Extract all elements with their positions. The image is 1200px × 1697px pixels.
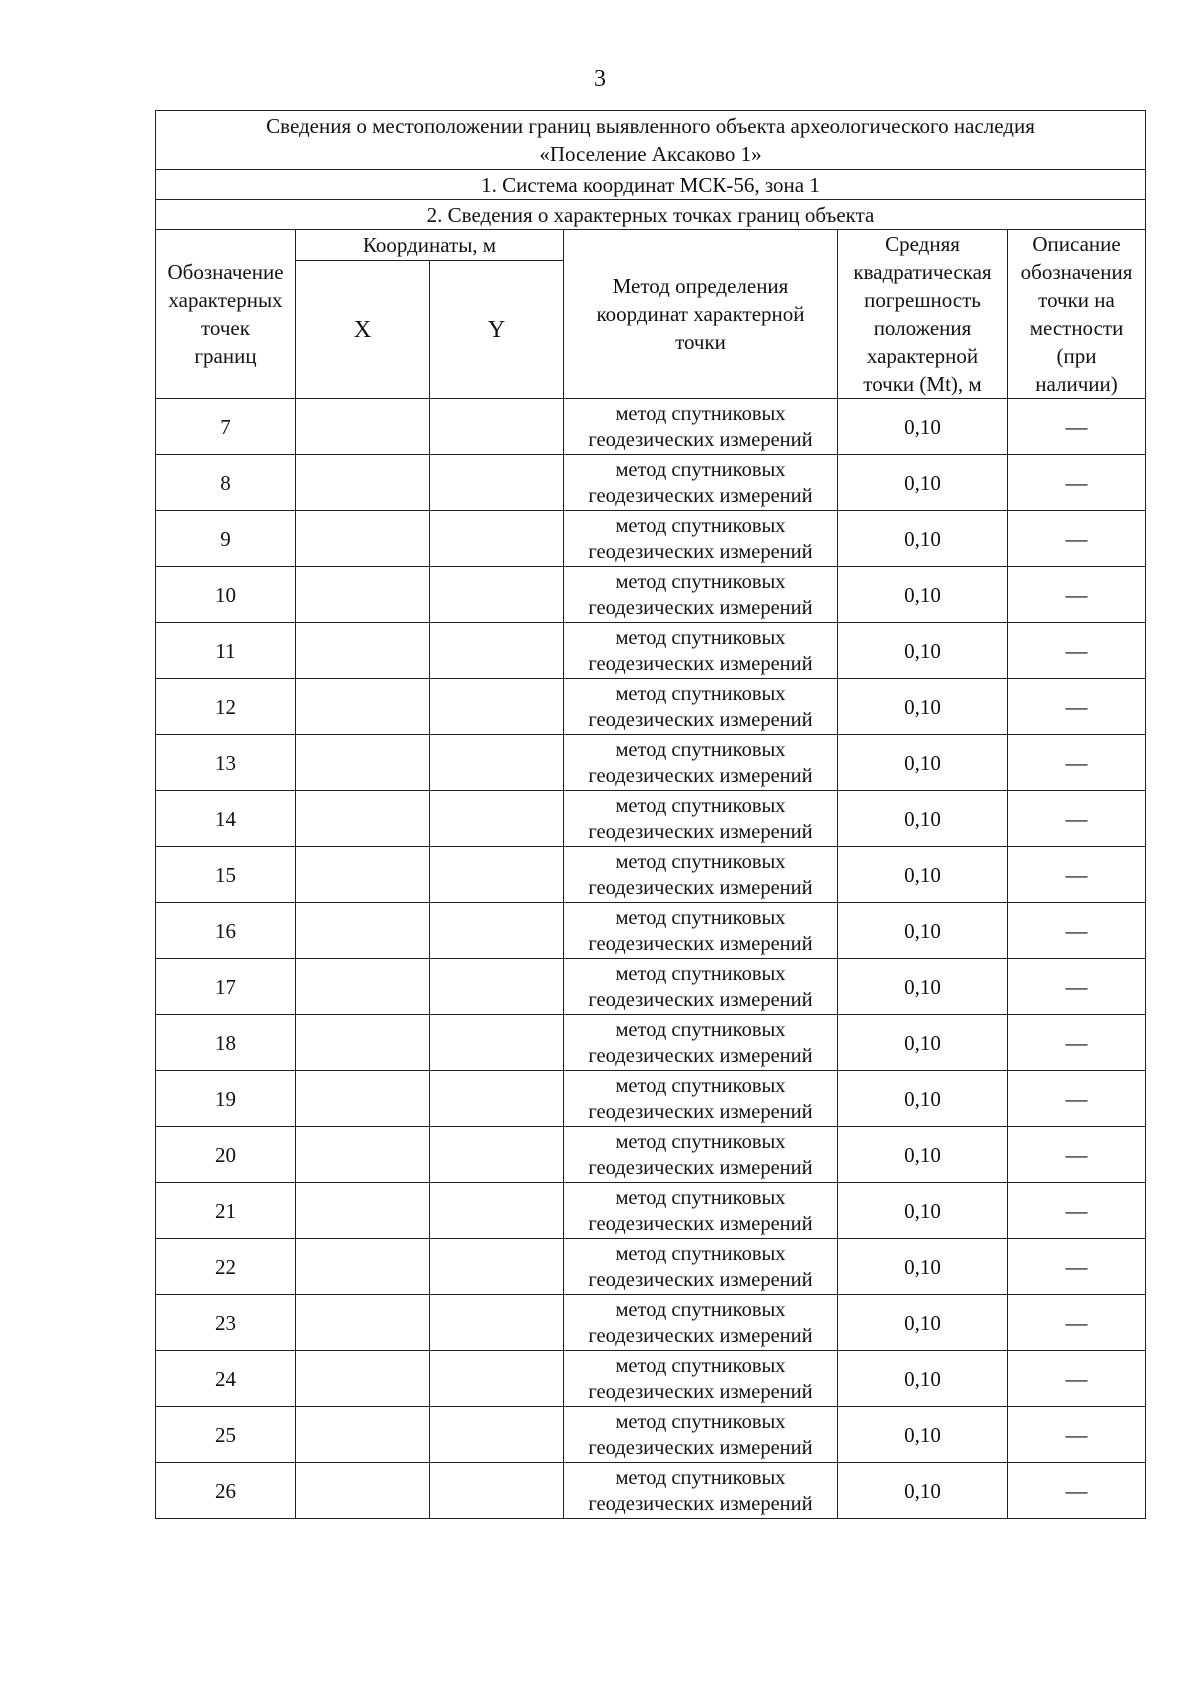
x-coordinate-cell — [296, 455, 430, 511]
y-coordinate-cell — [430, 735, 564, 791]
x-coordinate-cell — [296, 735, 430, 791]
method-cell — [564, 735, 838, 791]
y-coordinate-cell — [430, 1183, 564, 1239]
method-line: геодезических измерений — [588, 1044, 813, 1067]
x-coordinate-cell — [296, 791, 430, 847]
point-number-cell: 12 — [156, 679, 296, 735]
error-cell: 0,10 — [838, 735, 1008, 791]
title-row — [156, 111, 1146, 170]
header-coordinates: Координаты, м — [296, 230, 564, 261]
method-line: геодезических измерений — [588, 1436, 813, 1459]
point-number-cell: 10 — [156, 567, 296, 623]
method-line: геодезических измерений — [588, 652, 813, 675]
point-number-cell: 11 — [156, 623, 296, 679]
header-text: местности — [1029, 316, 1124, 340]
y-coordinate-cell — [430, 1127, 564, 1183]
header-text: координат характерной — [596, 302, 805, 326]
table-row — [156, 1239, 1146, 1295]
method-line: метод спутниковых — [615, 626, 786, 649]
header-y: Y — [430, 261, 564, 399]
description-cell: — — [1008, 959, 1146, 1015]
description-cell: — — [1008, 903, 1146, 959]
header-text: наличии) — [1035, 372, 1118, 396]
point-number-cell: 16 — [156, 903, 296, 959]
method-line: метод спутниковых — [615, 402, 786, 425]
method-line: геодезических измерений — [588, 1156, 813, 1179]
point-number-cell: 15 — [156, 847, 296, 903]
error-cell: 0,10 — [838, 1463, 1008, 1519]
x-coordinate-cell — [296, 1071, 430, 1127]
method-cell — [564, 1071, 838, 1127]
header-text: точек — [201, 316, 250, 340]
table-row — [156, 511, 1146, 567]
x-coordinate-cell — [296, 847, 430, 903]
y-coordinate-cell — [430, 1463, 564, 1519]
error-cell: 0,10 — [838, 1127, 1008, 1183]
method-line: геодезических измерений — [588, 764, 813, 787]
point-number-cell: 9 — [156, 511, 296, 567]
table-row — [156, 847, 1146, 903]
header-text: Обозначение — [167, 260, 284, 284]
method-line: метод спутниковых — [615, 1354, 786, 1377]
method-line: метод спутниковых — [615, 682, 786, 705]
x-coordinate-cell — [296, 623, 430, 679]
point-number-cell: 7 — [156, 399, 296, 455]
point-number-cell: 22 — [156, 1239, 296, 1295]
method-cell — [564, 1183, 838, 1239]
method-cell — [564, 511, 838, 567]
y-coordinate-cell — [430, 1295, 564, 1351]
table-row — [156, 623, 1146, 679]
x-coordinate-cell — [296, 1015, 430, 1071]
y-coordinate-cell — [430, 903, 564, 959]
method-line: метод спутниковых — [615, 794, 786, 817]
header-text: погрешность — [864, 288, 981, 312]
header-text: точки — [675, 330, 726, 354]
error-cell: 0,10 — [838, 1183, 1008, 1239]
y-coordinate-cell — [430, 511, 564, 567]
x-coordinate-cell — [296, 1239, 430, 1295]
description-cell: — — [1008, 1127, 1146, 1183]
point-number-cell: 8 — [156, 455, 296, 511]
method-cell — [564, 903, 838, 959]
table-row — [156, 455, 1146, 511]
x-coordinate-cell — [296, 1183, 430, 1239]
error-cell: 0,10 — [838, 903, 1008, 959]
section-row — [156, 170, 1146, 200]
method-line: геодезических измерений — [588, 932, 813, 955]
method-cell — [564, 1239, 838, 1295]
error-cell: 0,10 — [838, 1351, 1008, 1407]
table-row — [156, 735, 1146, 791]
x-coordinate-cell — [296, 903, 430, 959]
method-line: метод спутниковых — [615, 514, 786, 537]
header-text: обозначения — [1020, 260, 1133, 284]
error-cell: 0,10 — [838, 1295, 1008, 1351]
header-text: (при — [1056, 344, 1097, 368]
table-row — [156, 1295, 1146, 1351]
y-coordinate-cell — [430, 1407, 564, 1463]
x-coordinate-cell — [296, 679, 430, 735]
y-coordinate-cell — [430, 791, 564, 847]
table-row — [156, 1015, 1146, 1071]
method-line: геодезических измерений — [588, 484, 813, 507]
description-cell: — — [1008, 1239, 1146, 1295]
point-number-cell: 24 — [156, 1351, 296, 1407]
y-coordinate-cell — [430, 567, 564, 623]
error-cell: 0,10 — [838, 959, 1008, 1015]
method-line: метод спутниковых — [615, 850, 786, 873]
description-cell: — — [1008, 791, 1146, 847]
y-coordinate-cell — [430, 959, 564, 1015]
method-line: метод спутниковых — [615, 738, 786, 761]
method-cell — [564, 959, 838, 1015]
method-cell — [564, 1295, 838, 1351]
y-coordinate-cell — [430, 847, 564, 903]
header-text: характерной — [866, 344, 979, 368]
method-cell — [564, 455, 838, 511]
method-cell — [564, 847, 838, 903]
boundary-points-table — [155, 110, 1146, 1519]
header-x: X — [296, 261, 430, 399]
y-coordinate-cell — [430, 1015, 564, 1071]
description-cell: — — [1008, 623, 1146, 679]
table-row — [156, 959, 1146, 1015]
x-coordinate-cell — [296, 511, 430, 567]
table-row — [156, 1351, 1146, 1407]
description-cell: — — [1008, 1407, 1146, 1463]
y-coordinate-cell — [430, 1071, 564, 1127]
table-row — [156, 791, 1146, 847]
method-cell — [564, 791, 838, 847]
method-line: геодезических измерений — [588, 1100, 813, 1123]
method-line: метод спутниковых — [615, 1018, 786, 1041]
section-row — [156, 200, 1146, 230]
table-row — [156, 1407, 1146, 1463]
table-row — [156, 903, 1146, 959]
method-line: метод спутниковых — [615, 906, 786, 929]
header-text: точки (Mt), м — [863, 372, 982, 396]
error-cell: 0,10 — [838, 511, 1008, 567]
table-title-line2: «Поселение Аксаково 1» — [539, 142, 762, 166]
method-cell — [564, 567, 838, 623]
header-error — [838, 230, 1008, 399]
error-cell: 0,10 — [838, 679, 1008, 735]
method-line: метод спутниковых — [615, 1074, 786, 1097]
x-coordinate-cell — [296, 1127, 430, 1183]
description-cell: — — [1008, 847, 1146, 903]
method-cell — [564, 1127, 838, 1183]
table-row — [156, 567, 1146, 623]
error-cell: 0,10 — [838, 399, 1008, 455]
point-number-cell: 23 — [156, 1295, 296, 1351]
point-number-cell: 17 — [156, 959, 296, 1015]
y-coordinate-cell — [430, 1239, 564, 1295]
point-number-cell: 19 — [156, 1071, 296, 1127]
header-point-designation — [156, 230, 296, 399]
description-cell: — — [1008, 399, 1146, 455]
table-row — [156, 1071, 1146, 1127]
point-number-cell: 18 — [156, 1015, 296, 1071]
header-text: Метод определения — [612, 274, 789, 298]
table-title — [156, 111, 1146, 170]
method-cell — [564, 623, 838, 679]
description-cell: — — [1008, 511, 1146, 567]
description-cell: — — [1008, 455, 1146, 511]
method-line: геодезических измерений — [588, 820, 813, 843]
y-coordinate-cell — [430, 679, 564, 735]
error-cell: 0,10 — [838, 1239, 1008, 1295]
table-row — [156, 679, 1146, 735]
method-line: геодезических измерений — [588, 708, 813, 731]
method-line: геодезических измерений — [588, 988, 813, 1011]
description-cell: — — [1008, 1071, 1146, 1127]
header-text: границ — [194, 344, 257, 368]
method-line: геодезических измерений — [588, 428, 813, 451]
point-number-cell: 26 — [156, 1463, 296, 1519]
point-number-cell: 14 — [156, 791, 296, 847]
method-line: метод спутниковых — [615, 1186, 786, 1209]
method-line: геодезических измерений — [588, 1380, 813, 1403]
header-text: положения — [873, 316, 972, 340]
description-cell: — — [1008, 679, 1146, 735]
point-number-cell: 20 — [156, 1127, 296, 1183]
description-cell: — — [1008, 1015, 1146, 1071]
x-coordinate-cell — [296, 959, 430, 1015]
method-line: метод спутниковых — [615, 1466, 786, 1489]
method-cell — [564, 1351, 838, 1407]
points-section-label: 2. Сведения о характерных точках границ объекта — [156, 200, 1146, 230]
method-line: метод спутниковых — [615, 1130, 786, 1153]
method-cell — [564, 679, 838, 735]
method-line: метод спутниковых — [615, 458, 786, 481]
method-line: метод спутниковых — [615, 570, 786, 593]
method-line: метод спутниковых — [615, 1242, 786, 1265]
error-cell: 0,10 — [838, 1407, 1008, 1463]
x-coordinate-cell — [296, 567, 430, 623]
x-coordinate-cell — [296, 399, 430, 455]
header-text: квадратическая — [853, 260, 992, 284]
table-row — [156, 1183, 1146, 1239]
table-row — [156, 399, 1146, 455]
header-text: характерных — [168, 288, 283, 312]
point-number-cell: 25 — [156, 1407, 296, 1463]
method-cell — [564, 1463, 838, 1519]
description-cell: — — [1008, 1183, 1146, 1239]
description-cell: — — [1008, 1351, 1146, 1407]
method-line: метод спутниковых — [615, 962, 786, 985]
method-line: метод спутниковых — [615, 1298, 786, 1321]
error-cell: 0,10 — [838, 1015, 1008, 1071]
method-line: геодезических измерений — [588, 540, 813, 563]
error-cell: 0,10 — [838, 623, 1008, 679]
header-description — [1008, 230, 1146, 399]
table-title-line1: Сведения о местоположении границ выявленного объекта археологического наследия — [266, 114, 1035, 138]
method-line: геодезических измерений — [588, 1324, 813, 1347]
description-cell: — — [1008, 1463, 1146, 1519]
description-cell: — — [1008, 1295, 1146, 1351]
coordinate-system-label: 1. Система координат МСК-56, зона 1 — [156, 170, 1146, 200]
error-cell: 0,10 — [838, 791, 1008, 847]
y-coordinate-cell — [430, 1351, 564, 1407]
description-cell: — — [1008, 735, 1146, 791]
method-line: геодезических измерений — [588, 1212, 813, 1235]
x-coordinate-cell — [296, 1407, 430, 1463]
error-cell: 0,10 — [838, 567, 1008, 623]
header-text: точки на — [1038, 288, 1115, 312]
method-line: геодезических измерений — [588, 1492, 813, 1515]
table-row — [156, 1463, 1146, 1519]
y-coordinate-cell — [430, 623, 564, 679]
method-cell — [564, 1407, 838, 1463]
method-cell — [564, 1015, 838, 1071]
page-number: 3 — [594, 66, 606, 92]
header-row — [156, 230, 1146, 261]
method-line: геодезических измерений — [588, 1268, 813, 1291]
x-coordinate-cell — [296, 1351, 430, 1407]
header-method — [564, 230, 838, 399]
x-coordinate-cell — [296, 1295, 430, 1351]
method-cell — [564, 399, 838, 455]
description-cell: — — [1008, 567, 1146, 623]
error-cell: 0,10 — [838, 847, 1008, 903]
y-coordinate-cell — [430, 455, 564, 511]
x-coordinate-cell — [296, 1463, 430, 1519]
method-line: геодезических измерений — [588, 876, 813, 899]
y-coordinate-cell — [430, 399, 564, 455]
error-cell: 0,10 — [838, 455, 1008, 511]
method-line: метод спутниковых — [615, 1410, 786, 1433]
point-number-cell: 13 — [156, 735, 296, 791]
header-text: Средняя — [885, 232, 960, 256]
header-text: Описание — [1032, 232, 1121, 256]
point-number-cell: 21 — [156, 1183, 296, 1239]
table-row — [156, 1127, 1146, 1183]
method-line: геодезических измерений — [588, 596, 813, 619]
error-cell: 0,10 — [838, 1071, 1008, 1127]
